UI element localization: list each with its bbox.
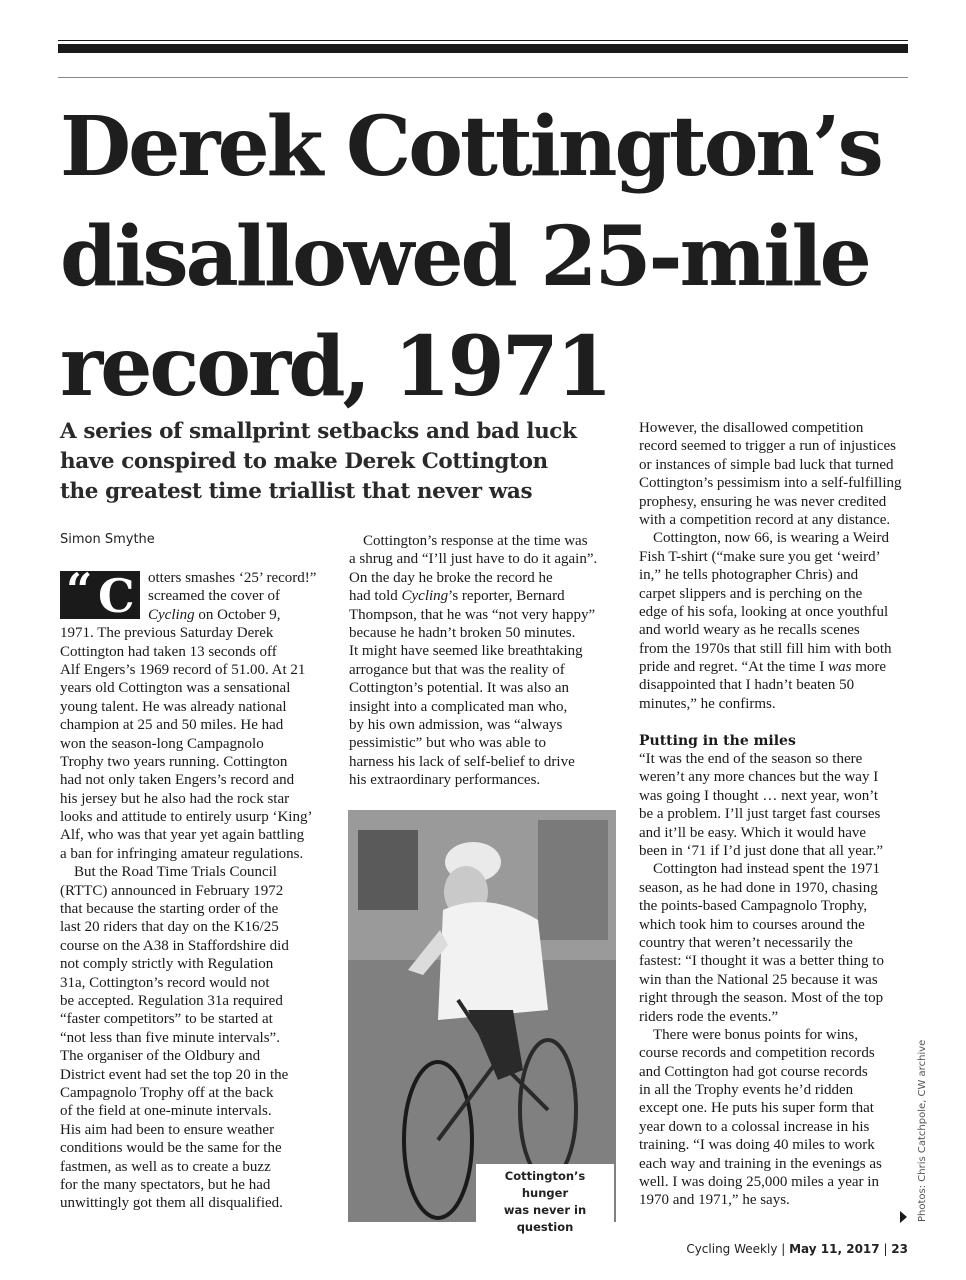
body-line: “faster competitors” to be started at bbox=[60, 1011, 273, 1028]
body-line: training. “I was doing 40 miles to work bbox=[639, 1137, 875, 1154]
standfirst-line: have conspired to make Derek Cottington bbox=[60, 449, 548, 474]
body-column-2 bbox=[349, 532, 619, 789]
body-line: Thompson, that he was “not very happy” bbox=[349, 606, 596, 623]
body-line: Cottington had instead spent the 1971 bbox=[653, 861, 881, 878]
body-line: Alf, who was that year yet again battling bbox=[60, 827, 305, 844]
subheading: Putting in the miles bbox=[639, 732, 796, 749]
body-line: But the Road Time Trials Council bbox=[74, 864, 277, 881]
body-line-part: Cycling bbox=[401, 588, 449, 605]
continue-arrow-icon bbox=[900, 1211, 907, 1223]
body-line: insight into a complicated man who, bbox=[349, 698, 568, 715]
body-line: and Cottington had got course records bbox=[639, 1063, 868, 1080]
top-rule-thin bbox=[58, 40, 908, 41]
body-line: 31a, Cottington’s record would not bbox=[60, 974, 270, 991]
byline: Simon Smythe bbox=[60, 532, 155, 547]
body-line: Alf Engers’s 1969 record of 51.00. At 21 bbox=[60, 661, 306, 678]
body-line: disappointed that I hadn’t beaten 50 bbox=[639, 677, 855, 694]
body-line: weren’t any more chances but the way I bbox=[639, 769, 879, 786]
body-line: be a problem. I’ll just target fast courses bbox=[639, 806, 881, 823]
body-line: win than the National 25 because it was bbox=[639, 971, 878, 988]
body-line: year down to a colossal increase in his bbox=[639, 1118, 870, 1135]
footer-separator: | bbox=[777, 1242, 790, 1256]
body-line: course records and competition records bbox=[639, 1045, 875, 1062]
body-line: not comply strictly with Regulation bbox=[60, 956, 274, 973]
body-line: was going I thought … next year, won’t bbox=[639, 787, 879, 804]
body-line: It might have seemed like breathtaking bbox=[349, 643, 583, 660]
body-line: the points-based Campagnolo Trophy, bbox=[639, 898, 868, 915]
headline bbox=[60, 92, 930, 422]
body-line: “It was the end of the season so there bbox=[639, 751, 863, 768]
body-line: pessimistic” but who was able to bbox=[349, 735, 547, 752]
body-line: his extraordinary performances. bbox=[349, 772, 541, 789]
body-line: in,” he tells photographer Chris) and bbox=[639, 567, 859, 584]
footer-separator: | bbox=[879, 1242, 892, 1256]
headline-line: record, 1971 bbox=[60, 319, 610, 415]
drop-cap-quote: “ bbox=[66, 563, 93, 617]
drop-cap-letter: C bbox=[98, 569, 135, 623]
body-line: champion at 25 and 50 miles. He had bbox=[60, 717, 284, 734]
body-line: looks and attitude to entirely usurp ‘King’ bbox=[60, 809, 313, 826]
body-line: riders rode the events.” bbox=[639, 1008, 779, 1025]
body-line: Cottington, now 66, is wearing a Weird bbox=[653, 530, 889, 547]
body-line: years old Cottington was a sensational bbox=[60, 680, 291, 697]
body-line: and world weary as he recalls scenes bbox=[639, 622, 860, 639]
body-line: screamed the cover of bbox=[148, 588, 281, 605]
body-line: harness his lack of self-belief to drive bbox=[349, 753, 575, 770]
body-line: There were bonus points for wins, bbox=[653, 1026, 858, 1043]
body-line: carpet slippers and is perching on the bbox=[639, 585, 863, 602]
body-line: young talent. He was already national bbox=[60, 698, 287, 715]
body-line: each way and training in the evenings as bbox=[639, 1155, 882, 1172]
body-line: last 20 riders that day on the K16/25 bbox=[60, 919, 279, 936]
body-line: except one. He puts his super form that bbox=[639, 1100, 874, 1117]
body-line: District event had set the top 20 in the bbox=[60, 1066, 289, 1083]
body-line: otters smashes ‘25’ record!” bbox=[148, 570, 317, 586]
photo-caption bbox=[476, 1164, 614, 1240]
body-line: season, as he had done in 1970, chasing bbox=[639, 879, 878, 896]
body-line: which took him to courses around the bbox=[639, 916, 865, 933]
body-line bbox=[60, 606, 305, 624]
body-line: fastest: “I thought it was a better thing to bbox=[639, 953, 884, 970]
caption-line: Cottington’s hunger bbox=[504, 1169, 586, 1200]
body-line: (RTTC) announced in February 1972 bbox=[60, 882, 284, 899]
body-line: 1971. The previous Saturday Derek bbox=[60, 625, 274, 642]
body-line: Campagnolo Trophy off at the back bbox=[60, 1084, 274, 1101]
body-line: minutes,” he confirms. bbox=[639, 695, 776, 712]
cyclist-photo bbox=[348, 810, 616, 1222]
body-line: right through the season. Most of the top bbox=[639, 990, 884, 1007]
headline-line: disallowed 25-mile bbox=[60, 209, 869, 305]
body-line: his jersey but he also had the rock star bbox=[60, 790, 290, 807]
body-line: Fish T-shirt (“make sure you get ‘weird’ bbox=[639, 548, 881, 565]
body-line: “not less than five minute intervals”. bbox=[60, 1029, 280, 1046]
body-line: for the many spectators, but he had bbox=[60, 1176, 271, 1193]
rider-jersey bbox=[438, 902, 548, 1020]
body-line: edge of his sofa, looking at once youthful bbox=[639, 603, 889, 620]
body-line: or instances of simple bad luck that turned bbox=[639, 456, 894, 473]
body-line: Cottington’s response at the time was bbox=[363, 533, 588, 549]
body-line: The organiser of the Oldbury and bbox=[60, 1048, 261, 1065]
body-line: and it’ll be easy. Which it would have bbox=[639, 824, 867, 841]
top-rule bbox=[58, 44, 908, 53]
body-line: His aim had been to ensure weather bbox=[60, 1121, 275, 1138]
body-line: course on the A38 in Staffordshire did bbox=[60, 937, 289, 954]
body-line: a shrug and “I’ll just have to do it again”. bbox=[349, 551, 598, 568]
body-line: by his own admission, was “always bbox=[349, 716, 563, 733]
standfirst-line: A series of smallprint setbacks and bad luck bbox=[60, 419, 577, 444]
headline-line: Derek Cottington’s bbox=[60, 99, 881, 195]
footer-page-number: 23 bbox=[891, 1242, 908, 1256]
body-line: arrogance but that was the reality of bbox=[349, 661, 565, 678]
body-line-part: Cycling bbox=[148, 606, 195, 623]
standfirst bbox=[60, 417, 620, 507]
cyclist-illustration bbox=[348, 810, 616, 1222]
body-line: Cottington had taken 13 seconds off bbox=[60, 643, 277, 660]
body-line: Cottington’s potential. It was also an bbox=[349, 680, 569, 697]
caption-line: was never in question bbox=[503, 1203, 587, 1234]
footer-date: May 11, 2017 bbox=[789, 1242, 880, 1256]
standfirst-line: the greatest time triallist that never was bbox=[60, 479, 533, 504]
footer-publication: Cycling Weekly bbox=[686, 1242, 778, 1256]
body-line: fastmen, as well as to create a buzz bbox=[60, 1158, 271, 1175]
body-line: be accepted. Regulation 31a required bbox=[60, 992, 283, 1009]
body-line: well. I was doing 25,000 miles a year in bbox=[639, 1174, 879, 1191]
body-line: had not only taken Engers’s record and bbox=[60, 772, 295, 789]
body-line: On the day he broke the record he bbox=[349, 569, 553, 586]
body-column-3 bbox=[639, 419, 909, 1210]
body-line: However, the disallowed competition bbox=[639, 420, 864, 436]
body-line-part: was bbox=[828, 659, 852, 676]
body-line: of the field at one-minute intervals. bbox=[60, 1103, 272, 1120]
body-line: conditions would be the same for the bbox=[60, 1140, 282, 1157]
body-line: a ban for infringing amateur regulations. bbox=[60, 845, 304, 862]
body-line: had told Cycling’s reporter, Bernard bbox=[349, 588, 565, 605]
body-line: Trophy two years running. Cottington bbox=[60, 753, 288, 770]
body-line: that because the starting order of the bbox=[60, 901, 279, 918]
body-line: with a competition record at any distance. bbox=[639, 511, 891, 528]
body-line: in all the Trophy events he’d ridden bbox=[639, 1082, 854, 1099]
body-line: been in ‘71 if I’d just done that all year.” bbox=[639, 842, 884, 859]
body-line: country that weren’t necessarily the bbox=[639, 934, 853, 951]
body-line: won the season-long Campagnolo bbox=[60, 735, 264, 752]
body-line: unwittingly got them all disqualified. bbox=[60, 1195, 283, 1212]
page-footer bbox=[686, 1242, 908, 1256]
window bbox=[358, 830, 418, 910]
spacer bbox=[639, 713, 909, 731]
body-line: pride and regret. “At the time I was more bbox=[639, 659, 887, 676]
photo-credit: Photos: Chris Catchpole, CW archive bbox=[917, 1039, 928, 1222]
body-line: prophesy, ensuring he was never credited bbox=[639, 493, 887, 510]
body-line: Cottington’s pessimism into a self-fulfilling bbox=[639, 475, 902, 492]
doorway bbox=[538, 820, 608, 940]
rule-below-header bbox=[58, 77, 908, 78]
body-column-1 bbox=[60, 569, 317, 1213]
body-line: 1970 and 1971,” he says. bbox=[639, 1192, 790, 1209]
body-line-part: on October 9, bbox=[194, 606, 281, 623]
body-line: because he hadn’t broken 50 minutes. bbox=[349, 624, 576, 641]
body-line: record seemed to trigger a run of injustices bbox=[639, 438, 896, 455]
body-line: from the 1970s that still fill him with both bbox=[639, 640, 892, 657]
